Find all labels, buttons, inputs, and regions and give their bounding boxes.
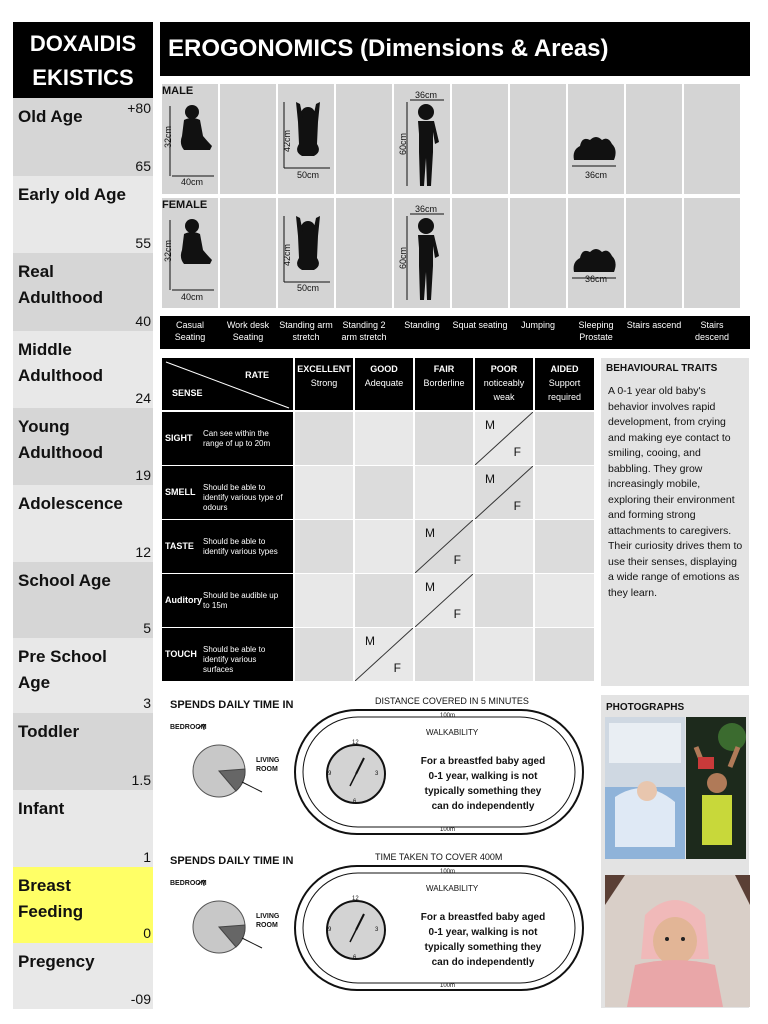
rating-cell: [415, 574, 473, 627]
female-marker: F: [453, 607, 461, 621]
age-number: 1: [143, 849, 151, 865]
dim-label: 60cm: [398, 132, 408, 155]
rating-cell: [475, 520, 533, 573]
rating-cell: [355, 628, 413, 681]
rating-cell: [355, 574, 413, 627]
rating-cell: [475, 574, 533, 627]
sense-row-header: [162, 628, 293, 681]
rating-cell: [415, 412, 473, 465]
rating-cell: [355, 520, 413, 573]
dim-label: 40cm: [181, 177, 204, 187]
rating-column-header: [475, 358, 533, 410]
male-marker: M: [485, 418, 495, 432]
age-label: Pregency: [18, 952, 95, 971]
toddler-photo: [686, 717, 746, 859]
rating-cell: [535, 520, 594, 573]
rating-cell: [295, 628, 353, 681]
age-number: 24: [135, 390, 151, 406]
page-title: EROGONOMICS (Dimensions & Areas): [160, 22, 750, 76]
age-band: [13, 331, 153, 408]
activity-label: Standing: [404, 320, 440, 330]
rating-cell: [415, 628, 473, 681]
activity-label: Work desk Seating: [226, 320, 270, 342]
bedroom-label: BEDROOM: [170, 880, 207, 887]
dim-label: 42cm: [282, 243, 292, 266]
age-label: Real Adulthood: [18, 262, 103, 307]
age-number: -09: [130, 991, 151, 1007]
traits-title: BEHAVIOURAL TRAITS: [606, 363, 718, 374]
rating-cell: [475, 466, 533, 519]
distance-label: 100m: [440, 713, 456, 719]
female-marker: F: [513, 499, 521, 513]
age-label: School Age: [18, 571, 111, 590]
age-label: Breast Feeding: [18, 876, 84, 921]
dim-label: 36cm: [585, 170, 608, 180]
rating-cell: [535, 412, 594, 465]
male-marker: M: [425, 526, 435, 540]
distance-label: 100m: [440, 983, 456, 989]
sense-description: Should be audible up to 15m: [203, 590, 279, 610]
clock-number: 3: [375, 927, 379, 933]
age-band: [13, 943, 153, 1009]
sleeping-baby-icon: [574, 137, 616, 160]
rating-cell: [295, 412, 353, 465]
sitting-baby-icon: [181, 105, 212, 150]
rating-cell: [295, 574, 353, 627]
age-number: 1.5: [131, 772, 151, 788]
age-label: Early old Age: [18, 185, 127, 204]
activity-label: Standing arm stretch: [279, 320, 333, 342]
female-marker: F: [393, 661, 401, 675]
rating-cell: [415, 466, 473, 519]
photographs-panel: [601, 695, 749, 1008]
daily-time-title: SPENDS DAILY TIME IN: [170, 699, 294, 711]
dim-label: 36cm: [415, 90, 438, 100]
rating-sub: Adequate: [364, 378, 404, 388]
traits-body: A 0-1 year old baby's behavior involves rapid development, from crying and making eye contact to smiling, cooing, and babbling. They grow increasingly mobile, exploring their environment and forming strong attachments to caregivers. Their curiosity drives them to use their senses, displaying a wide range of emotions as they learn.: [608, 385, 743, 599]
activity-label: Stairs ascend: [626, 320, 682, 330]
activity-label: Squat seating: [452, 320, 508, 330]
rating-cell: [415, 520, 473, 573]
rating-column-header: [535, 358, 594, 410]
rating-cell: [535, 574, 594, 627]
sitting-baby-icon: [181, 219, 212, 264]
female-label: FEMALE: [162, 199, 208, 211]
age-label: Middle Adulthood: [18, 340, 103, 385]
behavioural-traits-panel: [601, 358, 749, 686]
track-title: DISTANCE COVERED IN 5 MINUTES: [375, 696, 529, 706]
rating-column-header: [355, 358, 413, 410]
age-label: Pre School Age: [18, 647, 107, 692]
track-title: TIME TAKEN TO COVER 400M: [375, 852, 503, 862]
male-marker: M: [365, 634, 375, 648]
sense-row-header: [162, 574, 293, 627]
sense-description: Should be able to identify various types: [203, 536, 278, 556]
clock-number: 3: [375, 771, 379, 777]
sense-description: Should be able to identify various type of odours: [203, 482, 283, 512]
distance-label: 100m: [440, 827, 456, 833]
arms-up-baby-icon: [296, 216, 320, 270]
rate-sense-header: [162, 358, 293, 410]
walkability-note: For a breastfed baby aged 0-1 year, walking is not typically something they can do independently: [420, 912, 546, 968]
age-number: 0: [143, 925, 151, 941]
male-marker: M: [485, 472, 495, 486]
sense-description: Can see within the range of up to 20m: [203, 428, 271, 448]
female-marker: F: [453, 553, 461, 567]
bedroom-label: BEDROOM: [170, 724, 207, 731]
activity-label: Stairs descend: [694, 320, 730, 342]
male-label: MALE: [162, 85, 194, 97]
rating-cell: [295, 466, 353, 519]
sense-table: [162, 358, 595, 681]
newborn-photo: [605, 717, 685, 859]
clock-number: 12: [352, 896, 359, 902]
clock-number: 12: [352, 740, 359, 746]
age-label: Adolescence: [18, 494, 123, 513]
arms-up-baby-icon: [296, 102, 320, 156]
age-band: [13, 562, 153, 638]
dim-label: 36cm: [415, 204, 438, 214]
sense-name: Auditory: [165, 594, 202, 605]
female-marker: F: [513, 445, 521, 459]
sense-name: TASTE: [165, 540, 194, 551]
sense-name: TOUCH: [165, 648, 197, 659]
rating-cell: [535, 466, 594, 519]
age-band: [13, 638, 153, 713]
walkability-note: For a breastfed baby aged 0-1 year, walking is not typically something they can do independently: [420, 756, 546, 812]
age-band: [13, 713, 153, 790]
dim-label: 40cm: [181, 292, 204, 302]
dim-label: 36cm: [585, 274, 608, 284]
sense-description: Should be able to identify various surfaces: [203, 644, 266, 674]
clock-number: 9: [328, 771, 332, 777]
rating-title: AIDED: [550, 364, 579, 374]
clock-number: 9: [328, 927, 332, 933]
dim-label: 32cm: [163, 125, 173, 148]
dim-label: 60cm: [398, 246, 408, 269]
dim-label: 32cm: [163, 239, 173, 262]
daily-time-title: SPENDS DAILY TIME IN: [170, 855, 294, 867]
walkability-label: WALKABILITY: [426, 728, 479, 737]
rating-sub: noticeably weak: [483, 378, 525, 402]
male-marker: M: [425, 580, 435, 594]
age-number: 19: [135, 467, 151, 483]
rate-label: RATE: [245, 370, 269, 380]
age-number: 55: [135, 235, 151, 251]
figure-silhouettes: [164, 84, 754, 314]
rating-cell: [355, 466, 413, 519]
doxiadis-title: DOXAIDIS EKISTICS: [13, 22, 153, 98]
activity-label: Jumping: [520, 320, 556, 330]
age-band: [13, 176, 153, 253]
sense-name: SIGHT: [165, 432, 193, 443]
age-number: 40: [135, 313, 151, 329]
living-room-label: LIVING ROOM: [256, 913, 280, 929]
dim-label: 42cm: [282, 129, 292, 152]
age-number: 12: [135, 544, 151, 560]
sense-row-header: [162, 466, 293, 519]
dim-label: 50cm: [297, 170, 320, 180]
age-label: Toddler: [18, 722, 80, 741]
age-number: 5: [143, 620, 151, 636]
age-band: [13, 867, 153, 943]
age-label: Infant: [18, 799, 65, 818]
activity-label: Standing 2 arm stretch: [341, 320, 387, 342]
age-band: [13, 98, 153, 176]
age-band: [13, 790, 153, 867]
age-top-number: +80: [127, 100, 151, 116]
rating-title: GOOD: [370, 364, 398, 374]
rating-cell: [475, 628, 533, 681]
living-room-label: LIVING ROOM: [256, 757, 280, 773]
standing-baby-icon: [418, 218, 439, 300]
age-band: [13, 408, 153, 485]
age-band: [13, 485, 153, 562]
rating-sub: Borderline: [423, 378, 465, 388]
rating-cell: [295, 520, 353, 573]
baby-portrait-photo: [605, 875, 750, 1007]
clock-number: 6: [353, 799, 357, 805]
walkability-label: WALKABILITY: [426, 884, 479, 893]
rating-title: FAIR: [433, 364, 455, 374]
sleeping-baby-icon: [574, 249, 616, 272]
sense-name: SMELL: [165, 486, 196, 497]
sense-label: SENSE: [172, 388, 203, 398]
rating-sub: Strong: [310, 378, 338, 388]
standing-baby-icon: [418, 104, 439, 186]
dim-label: 50cm: [297, 283, 320, 293]
rating-sub: Support required: [547, 378, 582, 402]
rating-cell: [535, 628, 594, 681]
rating-cell: [475, 412, 533, 465]
age-label: Young Adulthood: [18, 417, 103, 462]
sense-row-header: [162, 520, 293, 573]
rating-cell: [355, 412, 413, 465]
age-number: 3: [143, 695, 151, 711]
activity-label-bar: [160, 316, 750, 349]
distance-label: 100m: [440, 869, 456, 875]
activity-label: Casual Seating: [174, 320, 206, 342]
age-label: Old Age: [18, 107, 83, 126]
age-number: 65: [135, 158, 151, 174]
rating-title: EXCELLENT: [297, 364, 351, 374]
age-band: [13, 253, 153, 331]
rating-title: POOR: [490, 364, 518, 374]
rating-column-header: [415, 358, 473, 410]
sense-row-header: [162, 412, 293, 465]
clock-number: 6: [353, 955, 357, 961]
photographs-title: PHOTOGRAPHS: [606, 702, 685, 713]
rating-column-header: [295, 358, 353, 410]
activity-label: Sleeping Prostate: [578, 320, 614, 342]
